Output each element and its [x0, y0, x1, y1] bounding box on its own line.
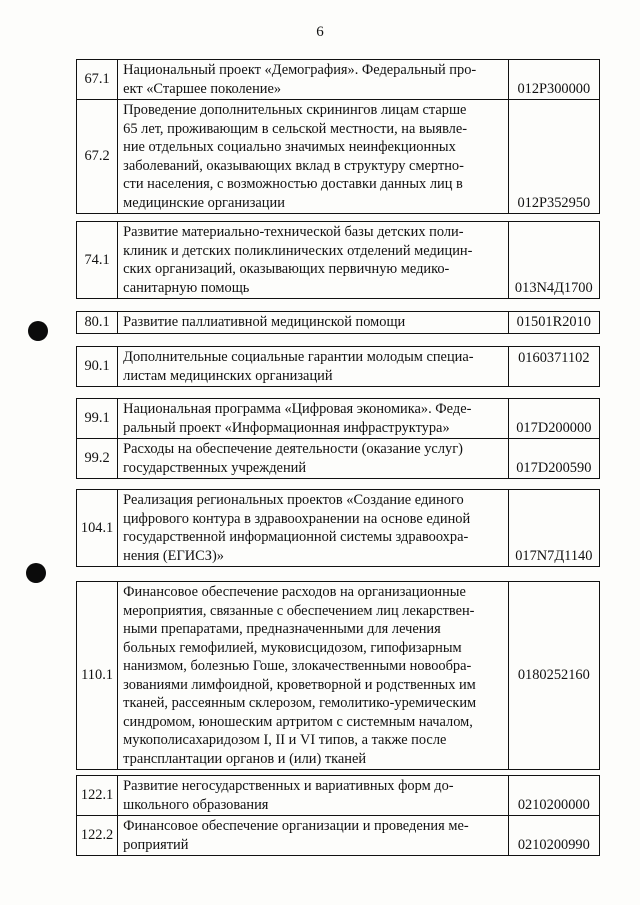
item-description — [118, 60, 508, 100]
description-line: мероприятия, связанные с обеспечением лиц лекарствен- — [123, 602, 475, 619]
description-line: Развитие материально-технической базы детских поли- — [123, 224, 464, 240]
description-line: трансплантации органов и (или) тканей — [123, 750, 367, 767]
description-line: заболеваний, оказывающих вклад в структуру смертно- — [123, 157, 464, 174]
description-line: роприятий — [123, 836, 189, 853]
budget-code: 0210200990 — [508, 816, 599, 856]
budget-code-table — [76, 489, 600, 567]
description-line: цифрового контура в здравоохранении на основе единой — [123, 510, 471, 527]
budget-code: 01501R2010 — [508, 312, 599, 334]
punch-hole-mark — [28, 321, 48, 341]
budget-code: 0160371102 — [508, 347, 599, 387]
description-line: ральный проект «Информационная инфраструктура» — [123, 419, 450, 436]
description-line: сти населения, с возможностью доставки данных лиц в — [123, 176, 463, 192]
row-number: 99.1 — [77, 399, 118, 439]
item-description — [118, 439, 508, 479]
description-line: ских организаций, оказывающих первичную медико- — [123, 261, 450, 277]
row-number: 74.1 — [77, 222, 118, 299]
description-line: медицинские организации — [123, 194, 285, 211]
description-line: зованиями лимфоидной, кроветворной и родственных им — [123, 676, 476, 693]
description-line: Дополнительные социальные гарантии молодым специа- — [123, 349, 474, 365]
description-line: ект «Старшее поколение» — [123, 80, 282, 97]
table-row — [77, 582, 600, 770]
budget-code-table — [76, 398, 600, 479]
description-line: Национальная программа «Цифровая экономика». Феде- — [123, 401, 472, 417]
item-description — [118, 347, 508, 387]
table-row — [77, 347, 600, 387]
description-line: больных гемофилией, муковисцидозом, гипофизарным — [123, 639, 462, 656]
item-description — [118, 776, 508, 816]
item-description — [118, 490, 508, 567]
row-number: 67.1 — [77, 60, 118, 100]
table-row — [77, 222, 600, 299]
row-number: 99.2 — [77, 439, 118, 479]
description-line: мукополисахаридозом I, II и VI типов, а также после — [123, 732, 447, 748]
item-description — [118, 100, 508, 214]
table-row — [77, 100, 600, 214]
row-number: 90.1 — [77, 347, 118, 387]
row-number: 110.1 — [77, 582, 118, 770]
description-line: Развитие негосударственных и вариативных форм до- — [123, 778, 454, 794]
page-number: 6 — [316, 24, 324, 40]
table-row — [77, 312, 600, 334]
description-line: государственной информационной системы здравоохра- — [123, 529, 469, 545]
description-line: нения (ЕГИСЗ)» — [123, 547, 224, 564]
description-line: Развитие паллиативной медицинской помощи — [123, 314, 406, 330]
budget-code-table — [76, 59, 600, 214]
description-line: государственных учреждений — [123, 459, 307, 476]
table-row — [77, 399, 600, 439]
row-number: 104.1 — [77, 490, 118, 567]
description-line: синдромом, юношеским артритом с системным началом, — [123, 713, 473, 730]
item-description — [118, 399, 508, 439]
budget-code: 017N7Д1140 — [508, 490, 599, 567]
description-line: ными препаратами, предназначенными для лечения — [123, 621, 441, 637]
budget-code: 013N4Д1700 — [508, 222, 599, 299]
budget-code-table — [76, 581, 600, 770]
budget-code: 012P300000 — [508, 60, 599, 100]
budget-code-table — [76, 311, 600, 334]
budget-code: 017D200590 — [508, 439, 599, 479]
item-description — [118, 222, 508, 299]
table-row — [77, 60, 600, 100]
row-number: 122.2 — [77, 816, 118, 856]
table-row — [77, 776, 600, 816]
punch-hole-mark — [26, 563, 46, 583]
description-line: 65 лет, проживающим в сельской местности, на выявле- — [123, 120, 468, 137]
row-number: 67.2 — [77, 100, 118, 214]
table-row — [77, 816, 600, 856]
description-line: тканей, рассеянным склерозом, гемолитико-уремическим — [123, 695, 477, 711]
description-line: Национальный проект «Демография». Федеральный про- — [123, 62, 477, 78]
budget-code: 0210200000 — [508, 776, 599, 816]
table-row — [77, 439, 600, 479]
table-row — [77, 490, 600, 567]
description-line: Проведение дополнительных скринингов лицам старше — [123, 102, 467, 118]
description-line: Расходы на обеспечение деятельности (оказание услуг) — [123, 441, 463, 457]
item-description — [118, 312, 508, 334]
description-line: Финансовое обеспечение организации и проведения ме- — [123, 818, 469, 834]
budget-code: 012P352950 — [508, 100, 599, 214]
budget-code-table — [76, 775, 600, 856]
row-number: 122.1 — [77, 776, 118, 816]
row-number: 80.1 — [77, 312, 118, 334]
description-line: Финансовое обеспечение расходов на организационные — [123, 584, 466, 600]
budget-code-table — [76, 346, 600, 387]
budget-code: 0180252160 — [508, 582, 599, 770]
description-line: Реализация региональных проектов «Создание единого — [123, 492, 464, 508]
budget-code-table — [76, 221, 600, 299]
description-line: нанизмом, болезнью Гоше, злокачественными новообра- — [123, 658, 472, 674]
description-line: ние отдельных социально значимых неинфекционных — [123, 139, 456, 155]
budget-code: 017D200000 — [508, 399, 599, 439]
description-line: листам медицинских организаций — [123, 367, 333, 384]
item-description — [118, 816, 508, 856]
description-line: клиник и детских поликлинических отделений медицин- — [123, 242, 473, 259]
description-line: санитарную помощь — [123, 279, 250, 296]
item-description — [118, 582, 508, 770]
description-line: школьного образования — [123, 796, 269, 813]
